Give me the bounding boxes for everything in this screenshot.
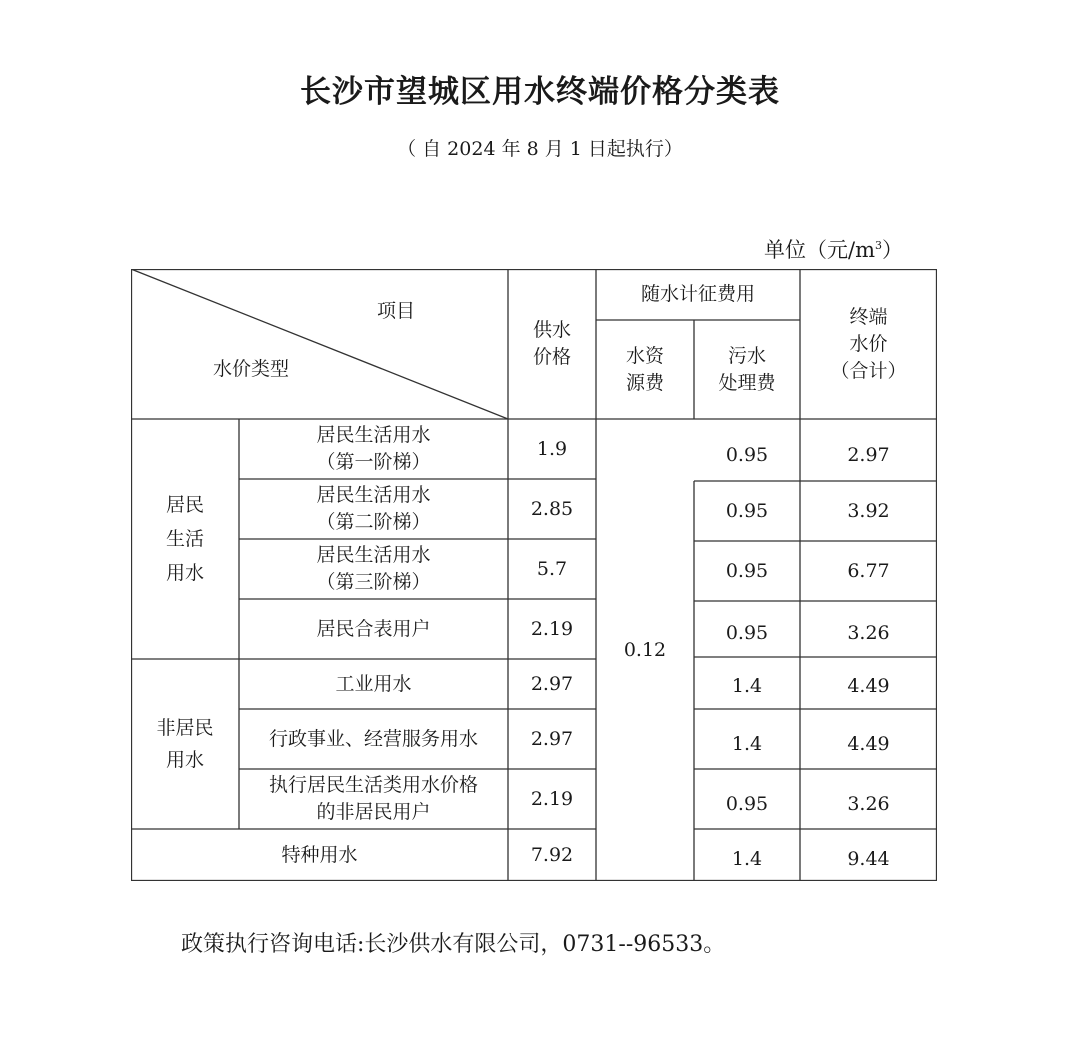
price-table: [131, 269, 937, 881]
row-total-price: 3.26: [847, 621, 890, 644]
row-name: 工业用水: [335, 672, 412, 695]
row-sewage-fee: 0.95: [725, 621, 769, 644]
row-total-price: 3.26: [847, 792, 890, 815]
row-total-price: 4.49: [847, 675, 890, 697]
row-sewage-fee: 0.95: [725, 499, 769, 522]
row-total-price: 3.92: [847, 499, 890, 522]
header-diagonal: [131, 269, 508, 419]
row-total-price: 4.49: [847, 732, 890, 755]
header-sewage-fee: 污水 处理费: [718, 344, 776, 394]
row-supply-price: 1.9: [536, 437, 568, 460]
group-residential: 居民 生活 用水: [165, 494, 204, 584]
group-non-residential: 非居民 用水: [156, 717, 214, 771]
unit-label: 单位（元$/m^3$）: [764, 238, 903, 262]
row-sewage-fee: 0.95: [725, 559, 769, 582]
unit-superscript: 3: [875, 239, 882, 252]
page-title: 长沙市望城区用水终端价格分类表: [300, 74, 780, 110]
row-supply-price: 2.97: [530, 672, 574, 695]
row-supply-price: 2.85: [530, 497, 574, 520]
row-supply-price: 2.19: [530, 617, 574, 640]
resource-fee-value: 0.12: [623, 638, 667, 661]
row-name: 特种用水: [281, 843, 358, 866]
row-sewage-fee: 0.95: [725, 443, 769, 466]
row-total-price: 6.77: [847, 559, 890, 582]
header-item: 项目: [376, 299, 415, 322]
row-total-price: 9.44: [847, 847, 890, 870]
effective-date: （ 自 2024 年 8 月 1 日起执行）: [397, 138, 683, 160]
row-name: 执行居民生活类用水价格 的非居民用户: [268, 774, 478, 823]
header-total-price: 终端 水价 （合计）: [830, 305, 907, 382]
row-name: 居民生活用水 （第三阶梯）: [316, 544, 431, 593]
row-supply-price: 5.7: [536, 557, 568, 580]
consultation-phone: 政策执行咨询电话:长沙供水有限公司，0731--96533。: [181, 932, 726, 957]
header-supply-price: 供水 价格: [532, 319, 571, 368]
row-name: 居民生活用水 （第一阶梯）: [316, 424, 431, 473]
row-name: 行政事业、经营服务用水: [268, 727, 478, 750]
row-sewage-fee: 1.4: [731, 732, 763, 755]
header-type: 水价类型: [212, 357, 289, 380]
row-total-price: 2.97: [847, 443, 890, 466]
row-supply-price: 2.19: [530, 787, 574, 810]
header-fees-group: 随水计征费用: [640, 283, 755, 305]
row-sewage-fee: 1.4: [731, 675, 763, 697]
row-sewage-fee: 0.95: [725, 792, 769, 815]
row-name: 居民生活用水 （第二阶梯）: [316, 484, 431, 533]
header-resource-fee: 水资 源费: [625, 344, 664, 394]
row-supply-price: 7.92: [530, 843, 574, 866]
row-name: 居民合表用户: [316, 617, 431, 640]
row-supply-price: 2.97: [530, 727, 574, 750]
row-sewage-fee: 1.4: [731, 847, 763, 870]
